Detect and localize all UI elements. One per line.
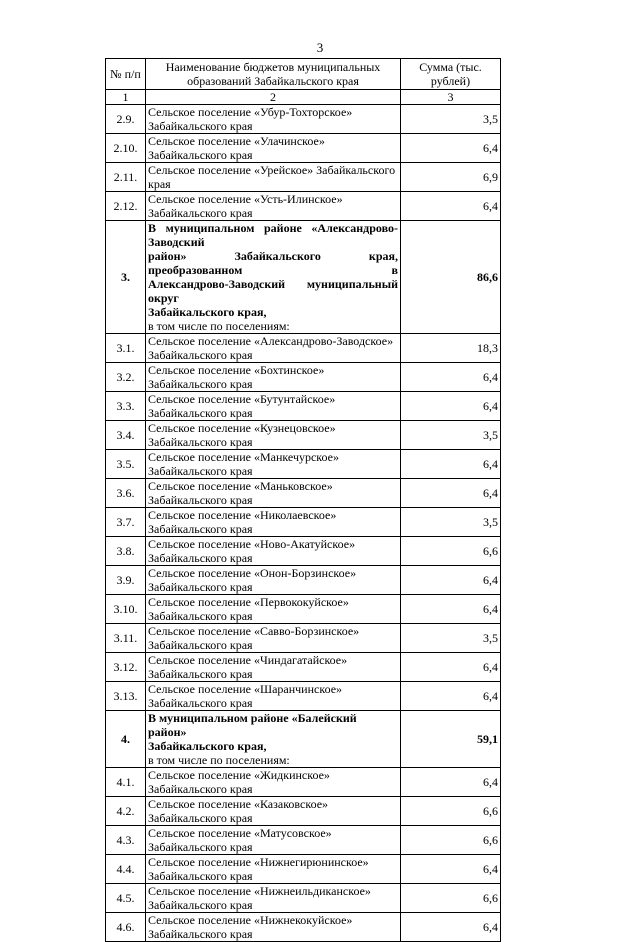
table-header-row [106,59,501,90]
header-sum: Сумма (тыс. рублей) [401,59,501,90]
section-4-row [106,711,501,768]
rows-section-2 [106,105,501,221]
row-name: Сельское поселение «Улачинское» Забайкальского края [146,134,401,163]
table-row [106,913,501,942]
row-num: 4.1. [106,768,146,797]
row-num: 3.1. [106,334,146,363]
section-4-num: 4. [106,711,146,768]
row-num: 3.6. [106,479,146,508]
table-row [106,566,501,595]
row-name: Сельское поселение «Ново-Акатуйское» Забайкальского края [146,537,401,566]
row-sum: 6,4 [401,653,501,682]
row-name: Сельское поселение «Маньковское» Забайкальского края [146,479,401,508]
row-num: 3.9. [106,566,146,595]
row-sum: 6,4 [401,855,501,884]
rows-section-4 [106,768,501,942]
row-name: Сельское поселение «Нижнегирюнинское» Забайкальского края [146,855,401,884]
table-row [106,682,501,711]
row-num: 3.11. [106,624,146,653]
row-num: 3.4. [106,421,146,450]
row-sum: 6,4 [401,363,501,392]
row-sum: 3,5 [401,508,501,537]
table-row [106,768,501,797]
row-num: 3.5. [106,450,146,479]
row-name: Сельское поселение «Бохтинское» Забайкальского края [146,363,401,392]
table-row [106,450,501,479]
section-4-title [146,711,401,768]
row-num: 3.13. [106,682,146,711]
row-name: Сельское поселение «Нижнеильдиканское» Забайкальского края [146,884,401,913]
section-3-line-3: Александрово-Заводский муниципальный округ [148,277,398,305]
table-row [106,421,501,450]
row-name: Сельское поселение «Урейское» Забайкальского края [146,163,401,192]
row-num: 4.5. [106,884,146,913]
section-4-line-3: в том числе по поселениям: [148,753,290,767]
column-index-row [106,90,501,105]
row-name: Сельское поселение «Савво-Борзинское» Забайкальского края [146,624,401,653]
row-num: 2.10. [106,134,146,163]
table-row [106,653,501,682]
row-sum: 6,4 [401,768,501,797]
row-name: Сельское поселение «Александрово-Заводское» Забайкальского края [146,334,401,363]
table-row [106,537,501,566]
row-sum: 3,5 [401,421,501,450]
section-3-line-4: Забайкальского края, [148,305,267,319]
budget-table [105,58,501,942]
row-sum: 6,9 [401,163,501,192]
row-num: 3.10. [106,595,146,624]
section-3-title [146,221,401,334]
row-name: Сельское поселение «Матусовское» Забайкальского края [146,826,401,855]
table-row [106,334,501,363]
section-3-line-5: в том числе по поселениям: [148,319,290,333]
row-sum: 6,6 [401,797,501,826]
row-sum: 6,4 [401,392,501,421]
table-row [106,826,501,855]
table-row [106,134,501,163]
table-row [106,363,501,392]
table-row [106,624,501,653]
row-num: 2.12. [106,192,146,221]
row-sum: 6,4 [401,192,501,221]
rows-section-3 [106,334,501,711]
row-num: 3.7. [106,508,146,537]
section-4-line-2: Забайкальского края, [148,739,267,753]
row-name: Сельское поселение «Нижнекокуйское» Забайкальского края [146,913,401,942]
row-sum: 3,5 [401,624,501,653]
row-num: 3.3. [106,392,146,421]
row-sum: 6,6 [401,884,501,913]
row-sum: 3,5 [401,105,501,134]
row-sum: 6,4 [401,682,501,711]
row-name: Сельское поселение «Манкечурское» Забайкальского края [146,450,401,479]
row-num: 4.2. [106,797,146,826]
section-3 [106,221,501,334]
row-name: Сельское поселение «Шаранчинское» Забайкальского края [146,682,401,711]
table-row [106,595,501,624]
row-name: Сельское поселение «Кузнецовское» Забайкальского края [146,421,401,450]
section-3-num: 3. [106,221,146,334]
row-name: Сельское поселение «Николаевское» Забайкальского края [146,508,401,537]
table-row [106,163,501,192]
row-sum: 6,6 [401,826,501,855]
table-row [106,479,501,508]
col-index-2: 2 [146,90,401,105]
row-num: 2.9. [106,105,146,134]
section-3-line-2: район» Забайкальского края, преобразованном в [148,249,398,277]
section-4-line-1: В муниципальном районе «Балейский район» [148,711,357,739]
row-sum: 6,4 [401,479,501,508]
row-num: 3.2. [106,363,146,392]
row-name: Сельское поселение «Убур-Тохторское» Забайкальского края [146,105,401,134]
table-row [106,508,501,537]
row-num: 2.11. [106,163,146,192]
row-sum: 6,6 [401,537,501,566]
table-row [106,105,501,134]
table-row [106,855,501,884]
table-row [106,884,501,913]
row-sum: 6,4 [401,566,501,595]
row-sum: 6,4 [401,913,501,942]
row-name: Сельское поселение «Усть-Илинское» Забайкальского края [146,192,401,221]
table-row [106,392,501,421]
row-num: 4.3. [106,826,146,855]
section-4 [106,711,501,768]
row-num: 4.6. [106,913,146,942]
table-row [106,192,501,221]
row-name: Сельское поселение «Онон-Борзинское» Забайкальского края [146,566,401,595]
row-num: 3.8. [106,537,146,566]
row-name: Сельское поселение «Первококуйское» Забайкальского края [146,595,401,624]
row-sum: 6,4 [401,450,501,479]
col-index-1: 1 [106,90,146,105]
section-3-sum: 86,6 [401,221,501,334]
section-3-line-1: В муниципальном районе «Александрово-Заводский [148,221,398,249]
row-sum: 6,4 [401,134,501,163]
row-sum: 18,3 [401,334,501,363]
row-sum: 6,4 [401,595,501,624]
section-4-sum: 59,1 [401,711,501,768]
row-name: Сельское поселение «Чиндагатайское» Забайкальского края [146,653,401,682]
section-3-row [106,221,501,334]
table-row [106,797,501,826]
header-name: Наименование бюджетов муниципальных образований Забайкальского края [146,59,401,90]
row-name: Сельское поселение «Казаковское» Забайкальского края [146,797,401,826]
header-num: № п/п [106,59,146,90]
page-number: 3 [316,40,324,55]
row-name: Сельское поселение «Бутунтайское» Забайкальского края [146,392,401,421]
row-num: 3.12. [106,653,146,682]
col-index-3: 3 [401,90,501,105]
row-num: 4.4. [106,855,146,884]
row-name: Сельское поселение «Жидкинское» Забайкальского края [146,768,401,797]
